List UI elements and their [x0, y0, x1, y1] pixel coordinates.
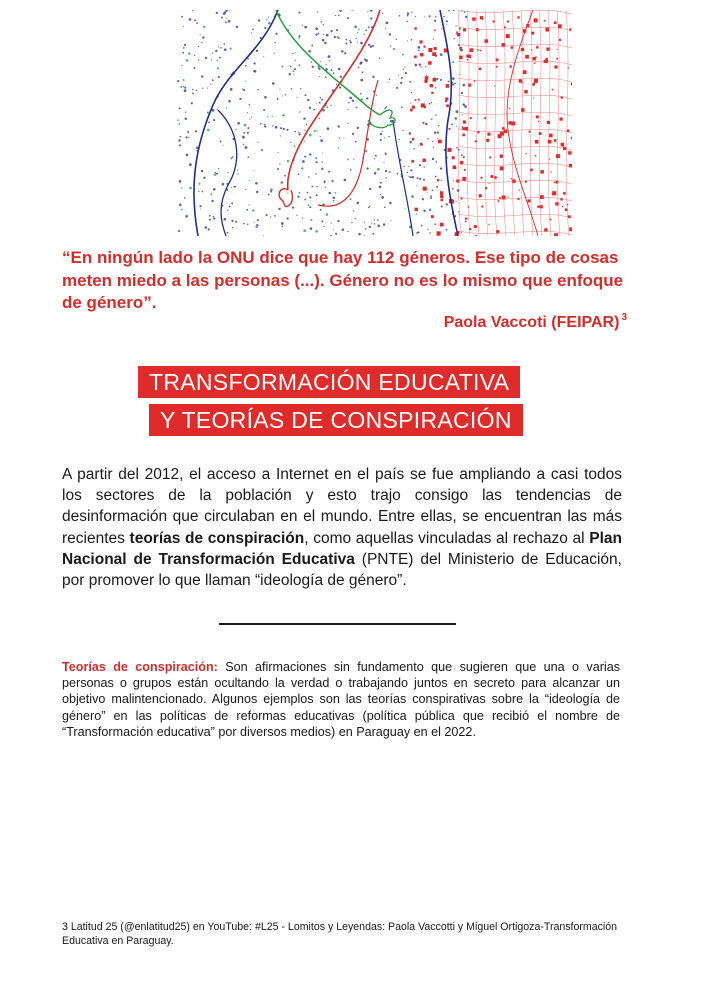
- definition-box: [62, 659, 620, 740]
- body-bold-pnte: Plan Nacional de Transformación Educativa: [62, 529, 622, 568]
- footnote-reference: 3: [621, 312, 627, 323]
- red-dot-texture: [409, 12, 572, 236]
- blue-figure-outline-arm: [218, 110, 237, 236]
- red-figure-line: [318, 80, 378, 206]
- definition-term: Teorías de conspiración:: [62, 660, 218, 674]
- green-hand: [368, 110, 395, 128]
- definition-text: Son afirmaciones sin fundamento que sugieren que una o varias personas o grupos están ocultando la verdad o trabajando juntos en secreto para alcanzar un objetivo malintencionado. Algunos ejemplos son las teorías conspirativas sobre la “ideología de género” en las políticas de reformas educativas (política pública que recibió el nombre de “Transformación educativa” por diversos medios) en Paraguay en el 2022.: [62, 660, 620, 739]
- body-paragraph: [62, 464, 622, 591]
- body-text-part-1: A partir del 2012, el acceso a Internet en el país se fue ampliando a casi todos los sectores de la población y esto trajo consigo las tendencias de desinformación que circulaban en el mundo. Entre ellas, se encuentran las más recientes: [62, 466, 622, 547]
- body-text-part-2: , como aquellas vinculadas al rechazo al: [304, 529, 590, 547]
- body-bold-conspiracy: teorías de conspiración: [129, 529, 305, 547]
- footnote: 3 Latitud 25 (@enlatitud25) en YouTube: #L25 - Lomitos y Leyendas: Paola Vaccotti y Miguel Ortigoza-Transformación Educativa en Paraguay.: [62, 921, 618, 947]
- section-divider: [219, 623, 456, 625]
- blue-figure-outline-left: [194, 10, 278, 236]
- header-illustration: [158, 10, 572, 236]
- section-title-line-2: Y TEORÍAS DE CONSPIRACIÓN: [149, 404, 523, 436]
- body-text-part-3: (PNTE) del Ministerio de Educación, por promover lo que llaman “ideología de género”.: [62, 550, 622, 590]
- quote-author-name: Paola Vaccoti (FEIPAR): [443, 314, 620, 331]
- quote-author: [444, 314, 627, 332]
- red-hand: [279, 189, 292, 207]
- pull-quote: “En ningún lado la ONU dice que hay 112 géneros. Ese tipo de cosas meten miedo a las personas (...). Género no es lo mismo que enfoque de género”.: [62, 248, 624, 312]
- section-title-line-1: TRANSFORMACIÓN EDUCATIVA: [138, 366, 520, 398]
- blue-dot-texture: [177, 10, 468, 236]
